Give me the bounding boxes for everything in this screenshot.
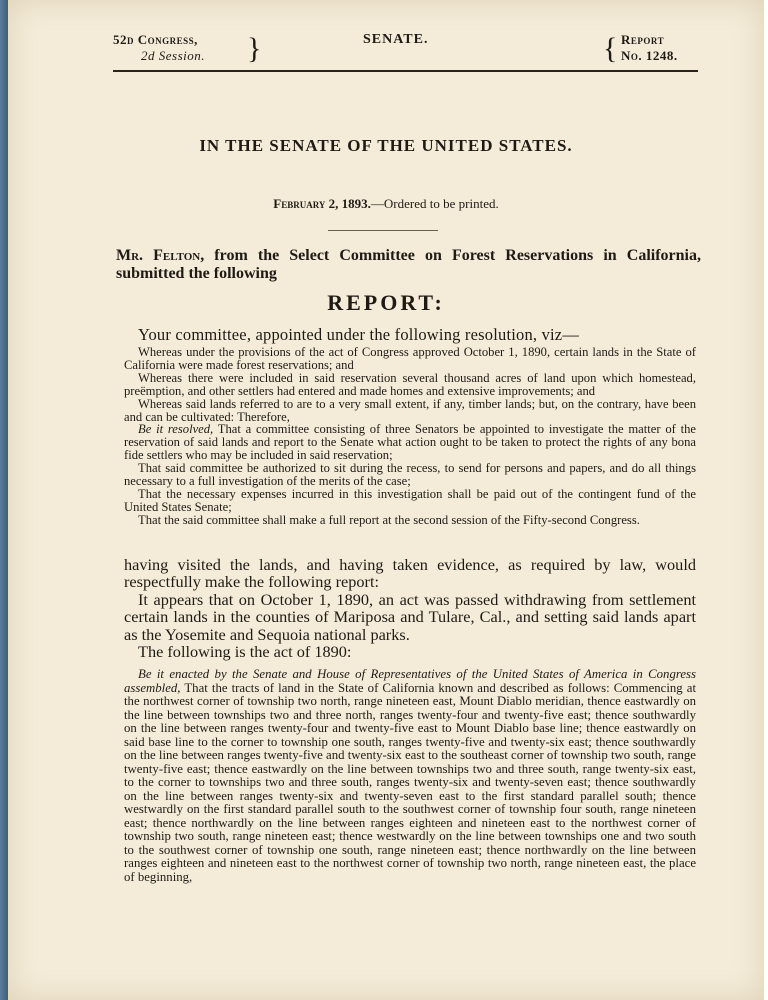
lead-sentence: Your committee, appointed under the following resolution, viz— (138, 325, 580, 344)
ordered-text: —Ordered to be printed. (370, 196, 499, 211)
resolution-paragraph: Whereas there were included in said reservation several thousand acres of land upon which homestead, preëmption, and other settlers had entered and made homes and extensive improvements; and (124, 370, 696, 398)
congress-label: 52d Congress, (113, 32, 198, 47)
header-rule (113, 70, 698, 72)
report-header (113, 32, 698, 72)
document-title: IN THE SENATE OF THE UNITED STATES. (199, 136, 573, 155)
body-paragraph: The following is the act of 1890: (138, 642, 352, 662)
report-heading: REPORT: (327, 290, 445, 315)
report-body (124, 556, 696, 660)
ordered-line (8, 196, 764, 212)
resolution-text (124, 346, 696, 527)
enacting-clause: Be it enacted by the Senate and House of Representatives of the United States of America in Congress assembled, (124, 667, 696, 695)
resolution-paragraph: Whereas under the provisions of the act of Congress approved October 1, 1890, certain lands in the State of California were made forest reservations; and (124, 345, 696, 372)
body-paragraph: having visited the lands, and having taken evidence, as required by law, would respectfully make the following report: (124, 555, 696, 592)
act-body: That the tracts of land in the State of California known and described as follows: Commencing at the northwest corner of township two north, range nineteen east, Mount Diablo meridian, thence eastwardly on the line between townships two and three north, ranges twenty-four and twenty-five east; thence southwardly on the line between ranges twenty-four and twenty-five east to Mount Diablo base line; thence eastwardly on said base line to the corner to township one south, ranges twenty-five and twenty-six east; thence southwardly on the line between ranges twenty-five and twenty-six east to the southeast corner of township two south, range twenty-five east; thence eastwardly on the line between townships two and three south, range twenty-six east, to the corner to townships two and three south, ranges twenty-six and twenty-seven east; thence southwardly on the line between ranges twenty-six and twenty-seven east to the first standard parallel south; thence westwardly on the first standard parallel south to the southwest corner of township four south, range nineteen east; thence northwardly on the line between ranges eighteen and nineteen east to the northwest corner of township two south, range nineteen east; thence westwardly on the line between townships one and two south to the southwest corner of township one south, range nineteen east; thence northwardly on the line between ranges eighteen and nineteen east to the northwest corner of township two north, range nineteen east, the place of beginning, (124, 680, 696, 884)
body-paragraph: It appears that on October 1, 1890, an act was passed withdrawing from settlement certain lands in the counties of Mariposa and Tulare, Cal., and setting said lands apart as the Yosemite and Sequoia national parks. (124, 589, 696, 644)
resolution-paragraph: That the said committee shall make a full report at the second session of the Fifty-second Congress. (138, 512, 640, 527)
resolution-paragraph: That the necessary expenses incurred in this investigation shall be paid out of the contingent fund of the United States Senate; (124, 486, 696, 514)
act-text (124, 668, 696, 884)
submitter-name: Mr. Felton, (116, 247, 205, 264)
report-label: Report (621, 32, 665, 47)
congress-session (113, 32, 205, 64)
resolved-clause: Be it resolved, (138, 422, 214, 437)
submitter-text: from the Select Committee on Forest Reservations in California, submitted the following (116, 247, 701, 282)
ordered-date: February 2, 1893. (273, 196, 371, 211)
resolution-paragraph: That said committee be authorized to sit during the recess, to send for persons and papers, and do all things necessary to a full investigation of the merits of the case; (124, 461, 696, 489)
report-number-block (621, 32, 678, 64)
session-label: 2d Session. (141, 48, 205, 63)
document-page (8, 0, 764, 1000)
left-brace: { (603, 32, 618, 65)
document-spine (0, 0, 8, 1000)
submitter-line (116, 247, 701, 283)
right-brace: } (247, 32, 262, 65)
resolution-paragraph (124, 423, 696, 462)
resolution-paragraph: Whereas said lands referred to are to a very small extent, if any, timber lands; but, on the contrary, have been and can be cultivated: Therefore, (124, 396, 696, 424)
resolved-text: That a committee consisting of three Senators be appointed to investigate the matter of the reservation of said lands and report to the Senate what action ought to be taken to protect the rights of any bona fide settlers who may be included in said reservation; (124, 422, 696, 463)
divider-rule (328, 230, 438, 231)
act-paragraph (124, 668, 696, 884)
chamber-label: SENATE. (363, 32, 429, 47)
report-number: No. 1248. (621, 48, 678, 63)
